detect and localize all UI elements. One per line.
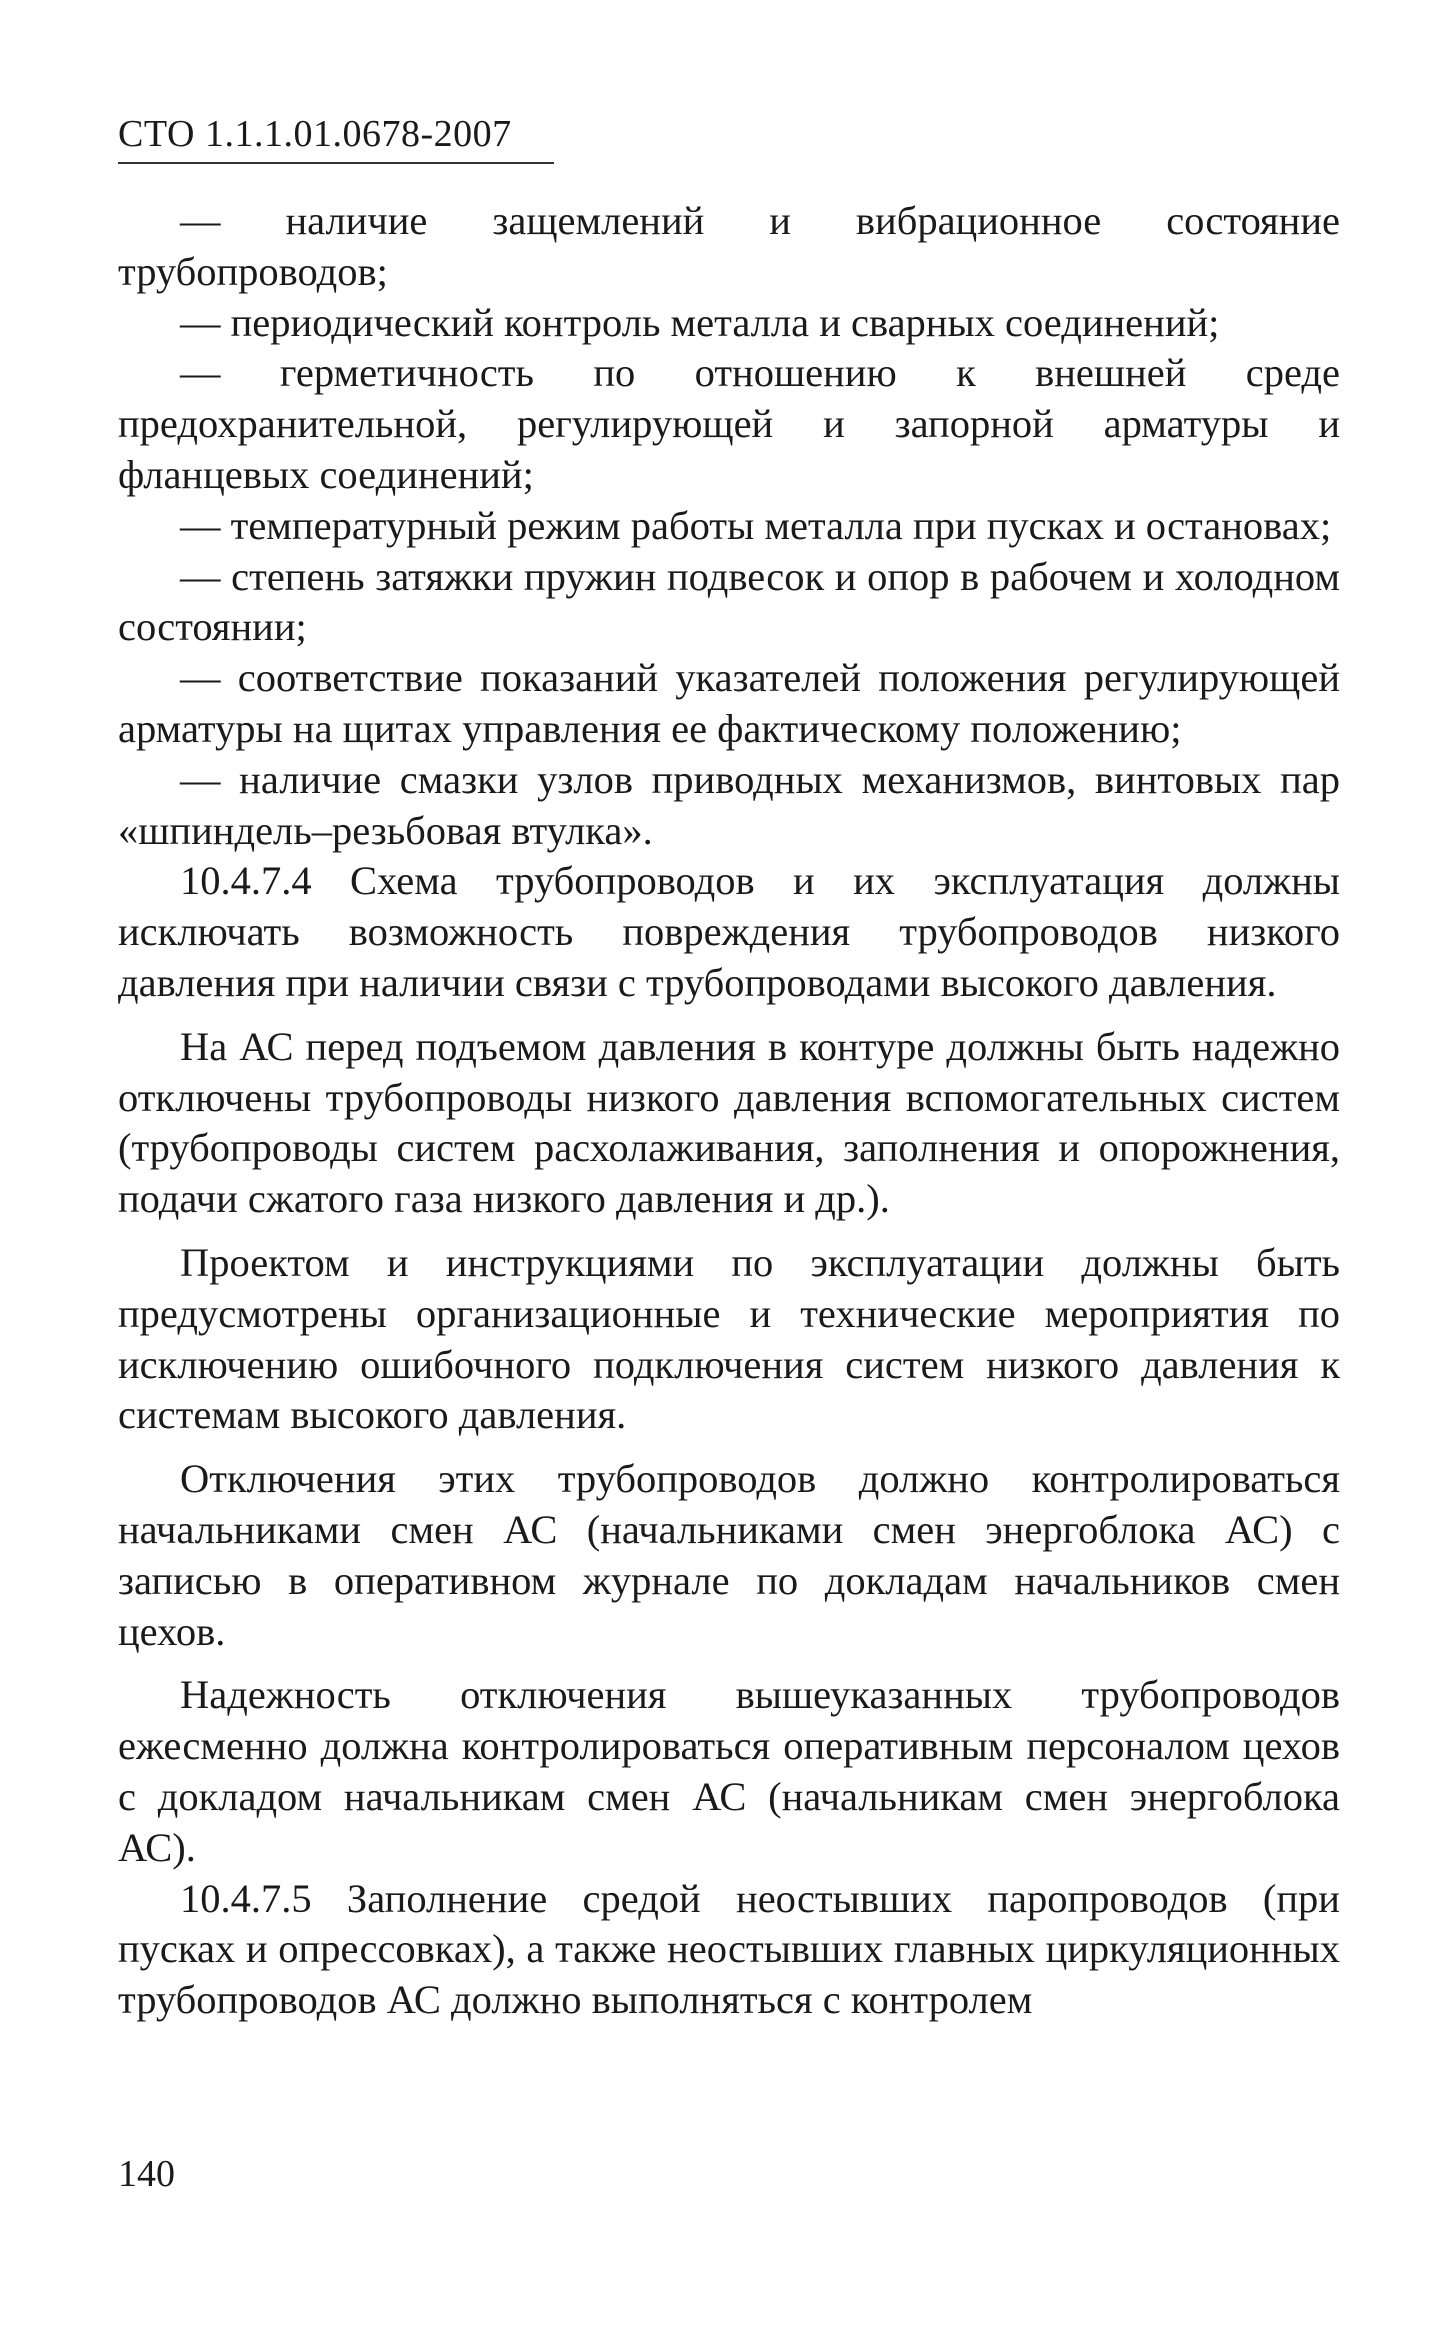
running-header: СТО 1.1.1.01.0678-2007 [118,113,512,155]
paragraph-reliability: Надежность отключения вышеуказанных трубопроводов ежесменно должна контролироваться оперативным персоналом цехов с докладом начальникам смен АС (начальникам смен энергоблока АС). [118,1672,1340,1870]
list-item-springs: — степень затяжки пружин подвесок и опор в рабочем и холодном состоянии; [118,553,1340,650]
paragraph-10-4-7-5: 10.4.7.5 Заполнение средой неостывших паропроводов (при пусках и опрессовках), а также неостывших главных циркуляционных трубопроводов АС должно выполняться с контролем [118,1875,1340,2023]
list-item-indicators: — соответствие показаний указателей положения регулирующей арматуры на щитах управления ее фактическому положению; [118,655,1340,751]
list-item-metal-control: — периодический контроль металла и сварных соединений; [180,299,1220,345]
page-number: 140 [118,2153,175,2195]
paragraph-10-4-7-4: 10.4.7.4 Схема трубопроводов и их эксплуатация должны исключать возможность повреждения трубопроводов низкого давления при наличии связи с трубопроводами высокого давления. [118,858,1340,1005]
list-item-tightness: — герметичность по отношению к внешней среде предохранительной, регулирующей и запорной арматуры и фланцевых соединений; [118,350,1340,497]
paragraph-project-measures: Проектом и инструкциями по эксплуатации должны быть предусмотрены организационные и технические мероприятия по исключению ошибочного подключения систем низкого давления к системам высокого давления. [118,1239,1340,1438]
paragraph-disconnection-control: Отключения этих трубопроводов должно контролироваться начальниками смен АС (начальниками смен энергоблока АС) с записью в оперативном журнале по докладам начальников смен цехов. [118,1456,1340,1654]
header-rule [118,162,554,164]
list-item-clamping: — наличие защемлений и вибрационное состояние трубопроводов; [118,198,1340,294]
body-text [118,196,1340,2026]
paragraph-as-pressure: На АС перед подъемом давления в контуре должны быть надежно отключены трубопроводы низкого давления вспомогательных систем (трубопроводы систем расхолаживания, заполнения и опорожнения, подачи сжатого газа низкого давления и др.). [118,1023,1340,1222]
list-item-lubrication: — наличие смазки узлов приводных механизмов, винтовых пар «шпиндель–резьбовая втулка». [118,756,1340,853]
list-item-temperature: — температурный режим работы металла при пусках и остановах; [180,502,1332,548]
